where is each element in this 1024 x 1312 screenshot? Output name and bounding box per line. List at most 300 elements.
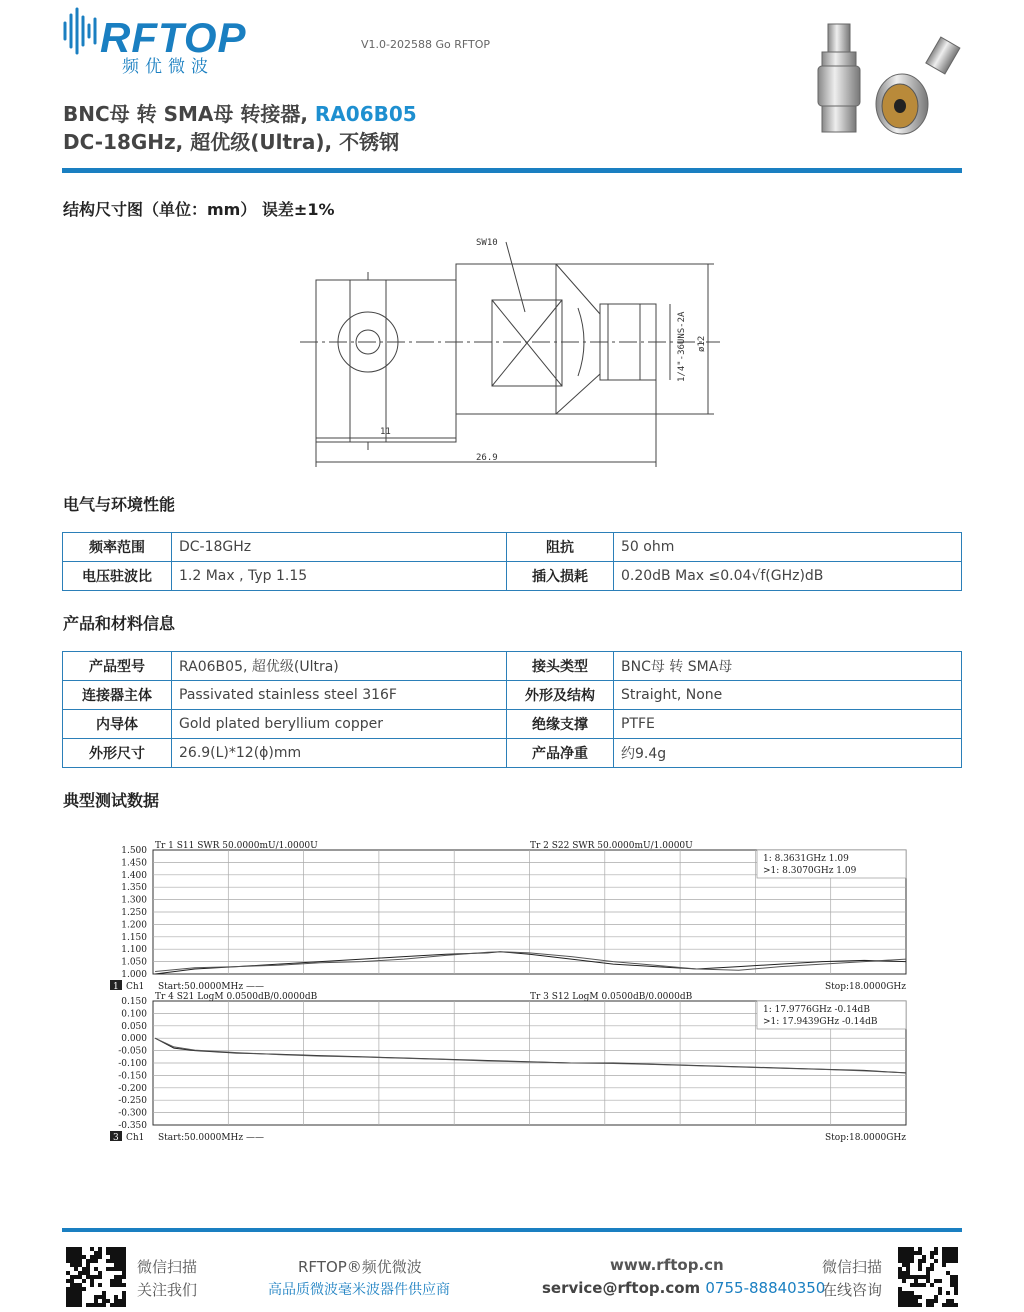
qr-module: [66, 1255, 70, 1259]
table-key: 频率范围: [63, 533, 172, 562]
qr-module: [954, 1287, 958, 1291]
qr-module: [954, 1283, 958, 1287]
y-tick-label: 1.400: [121, 870, 147, 881]
qr-module: [926, 1299, 930, 1303]
qr-module: [70, 1299, 74, 1303]
qr-module: [94, 1267, 98, 1271]
y-tick-label: 1.450: [121, 858, 147, 869]
table-value: Straight, None: [614, 681, 962, 710]
table-key: 产品净重: [507, 739, 614, 768]
qr-module: [950, 1279, 954, 1283]
version-label: V1.0-202588 Go RFTOP: [361, 38, 491, 51]
qr-module: [906, 1251, 910, 1255]
qr-module: [122, 1303, 126, 1307]
qr-module: [902, 1303, 906, 1307]
qr-module: [66, 1247, 70, 1251]
table-value: 1.2 Max , Typ 1.15: [172, 562, 507, 591]
qr-module: [122, 1255, 126, 1259]
qr-module: [90, 1259, 94, 1263]
qr-module: [114, 1255, 118, 1259]
qr-module: [942, 1263, 946, 1267]
qr-module: [954, 1291, 958, 1295]
qr-module: [910, 1247, 914, 1251]
qr-module: [910, 1251, 914, 1255]
qr-module: [942, 1259, 946, 1263]
qr-module: [78, 1255, 82, 1259]
qr-module: [86, 1267, 90, 1271]
page-subtitle: DC-18GHz, 超优级(Ultra), 不锈钢: [63, 130, 400, 154]
logo-cn: 频优微波: [122, 57, 214, 77]
qr-module: [918, 1275, 922, 1279]
table-key: 内导体: [63, 710, 172, 739]
qr-module: [90, 1279, 94, 1283]
y-tick-label: 1.000: [121, 970, 147, 980]
y-tick-label: 0.100: [121, 1009, 147, 1020]
qr-module: [946, 1251, 950, 1255]
qr-module: [122, 1259, 126, 1263]
qr-module: [70, 1291, 74, 1295]
table-value: BNC母 转 SMA母: [614, 652, 962, 681]
qr-module: [78, 1247, 82, 1251]
qr-module: [74, 1303, 78, 1307]
qr-module: [98, 1251, 102, 1255]
qr-module: [898, 1267, 902, 1271]
qr-module: [950, 1283, 954, 1287]
qr-module: [950, 1259, 954, 1263]
marker-readout: >1: 17.9439GHz -0.14dB: [763, 1017, 878, 1027]
qr-module: [906, 1275, 910, 1279]
wechat-scan-label: 微信扫描: [822, 1258, 883, 1276]
qr-module: [90, 1275, 94, 1279]
qr-module: [74, 1263, 78, 1267]
table-key: 产品型号: [63, 652, 172, 681]
qr-module: [934, 1251, 938, 1255]
qr-module: [74, 1267, 78, 1271]
table-value: PTFE: [614, 710, 962, 739]
qr-module: [942, 1255, 946, 1259]
series-line: [155, 1038, 906, 1073]
qr-module: [922, 1255, 926, 1259]
qr-module: [94, 1303, 98, 1307]
qr-module: [102, 1303, 106, 1307]
qr-module: [118, 1299, 122, 1303]
qr-module: [934, 1299, 938, 1303]
qr-module: [94, 1299, 98, 1303]
qr-module: [110, 1267, 114, 1271]
series-line: [155, 952, 906, 974]
y-tick-label: 1.350: [121, 883, 147, 894]
y-tick-label: -0.250: [118, 1096, 147, 1107]
qr-module: [114, 1283, 118, 1287]
qr-module: [74, 1283, 78, 1287]
qr-module: [950, 1275, 954, 1279]
qr-module: [86, 1259, 90, 1263]
qr-module: [934, 1259, 938, 1263]
qr-module: [66, 1251, 70, 1255]
qr-module: [114, 1251, 118, 1255]
qr-module: [914, 1299, 918, 1303]
qr-module: [106, 1247, 110, 1251]
y-tick-label: 1.300: [121, 895, 147, 906]
qr-module: [106, 1267, 110, 1271]
qr-module: [114, 1299, 118, 1303]
qr-module: [114, 1267, 118, 1271]
qr-code-icon: [898, 1247, 958, 1307]
qr-module: [906, 1263, 910, 1267]
y-tick-label: 1.200: [121, 920, 147, 931]
y-tick-label: 1.150: [121, 932, 147, 943]
footer-divider: [62, 1228, 962, 1232]
qr-module: [78, 1271, 82, 1275]
qr-module: [122, 1291, 126, 1295]
qr-module: [114, 1279, 118, 1283]
qr-module: [66, 1291, 70, 1295]
qr-module: [898, 1247, 902, 1251]
qr-module: [106, 1251, 110, 1255]
qr-module: [74, 1287, 78, 1291]
qr-module: [946, 1291, 950, 1295]
qr-module: [98, 1255, 102, 1259]
qr-module: [118, 1303, 122, 1307]
qr-module: [902, 1251, 906, 1255]
follow-us-label: 关注我们: [137, 1281, 198, 1299]
len-total-label: 26.9: [476, 453, 498, 463]
table-key: 电压驻波比: [63, 562, 172, 591]
qr-module: [114, 1295, 118, 1299]
qr-module: [898, 1299, 902, 1303]
section-test-title: 典型测试数据: [63, 791, 160, 810]
qr-module: [110, 1255, 114, 1259]
qr-module: [914, 1279, 918, 1283]
qr-module: [898, 1275, 902, 1279]
y-tick-label: 1.100: [121, 945, 147, 956]
y-tick-label: -0.300: [118, 1108, 147, 1119]
qr-module: [902, 1275, 906, 1279]
qr-module: [66, 1287, 70, 1291]
qr-module: [70, 1259, 74, 1263]
qr-module: [82, 1287, 86, 1291]
qr-module: [914, 1295, 918, 1299]
qr-module: [918, 1303, 922, 1307]
y-tick-label: -0.150: [118, 1071, 147, 1082]
qr-module: [82, 1271, 86, 1275]
qr-module: [98, 1247, 102, 1251]
qr-module: [942, 1251, 946, 1255]
qr-module: [78, 1291, 82, 1295]
trace-title: Tr 1 S11 SWR 50.0000mU/1.0000U: [155, 841, 318, 851]
qr-module: [906, 1267, 910, 1271]
qr-module: [110, 1279, 114, 1283]
dimension-drawing: [300, 232, 730, 472]
thread-label: 1/4"-36UNS-2A: [677, 311, 687, 382]
qr-module: [94, 1259, 98, 1263]
logo-text: RFTOP: [100, 14, 247, 61]
qr-module: [954, 1255, 958, 1259]
qr-module: [926, 1267, 930, 1271]
qr-module: [70, 1295, 74, 1299]
product-photo: [802, 22, 962, 142]
y-tick-label: 1.500: [121, 846, 147, 856]
qr-module: [902, 1259, 906, 1263]
table-key: 外形尺寸: [63, 739, 172, 768]
qr-module: [930, 1303, 934, 1307]
table-value: 50 ohm: [614, 533, 962, 562]
section-product-title: 产品和材料信息: [63, 614, 176, 633]
qr-module: [950, 1251, 954, 1255]
qr-module: [74, 1251, 78, 1255]
qr-module: [78, 1275, 82, 1279]
table-value: 0.20dB Max ≤0.04√f(GHz)dB: [614, 562, 962, 591]
qr-module: [910, 1299, 914, 1303]
qr-module: [78, 1263, 82, 1267]
qr-module: [910, 1255, 914, 1259]
qr-module: [78, 1283, 82, 1287]
qr-module: [898, 1295, 902, 1299]
qr-module: [954, 1251, 958, 1255]
qr-module: [66, 1295, 70, 1299]
qr-module: [938, 1291, 942, 1295]
stop-label: Stop:18.0000GHz: [825, 1133, 906, 1143]
qr-module: [70, 1283, 74, 1287]
qr-module: [902, 1279, 906, 1283]
qr-module: [78, 1287, 82, 1291]
qr-module: [114, 1303, 118, 1307]
start-label: Start:50.0000MHz ——: [158, 1133, 264, 1143]
website-link[interactable]: www.rftop.cn: [610, 1256, 724, 1274]
qr-module: [118, 1251, 122, 1255]
table-key: 连接器主体: [63, 681, 172, 710]
qr-module: [70, 1251, 74, 1255]
qr-module: [950, 1255, 954, 1259]
channel-label: Ch1: [126, 1133, 145, 1143]
qr-module: [906, 1295, 910, 1299]
qr-module: [930, 1251, 934, 1255]
qr-module: [110, 1283, 114, 1287]
qr-module: [106, 1259, 110, 1263]
qr-module: [934, 1295, 938, 1299]
qr-module: [118, 1279, 122, 1283]
qr-module: [898, 1287, 902, 1291]
qr-module: [902, 1299, 906, 1303]
page-title: [63, 98, 417, 127]
table-value: DC-18GHz: [172, 533, 507, 562]
qr-module: [906, 1255, 910, 1259]
qr-module: [898, 1251, 902, 1255]
qr-module: [898, 1255, 902, 1259]
table-value: 26.9(L)*12(ϕ)mm: [172, 739, 507, 768]
qr-module: [70, 1287, 74, 1291]
qr-module: [98, 1275, 102, 1279]
qr-module: [66, 1299, 70, 1303]
trace-title: Tr 3 S12 LogM 0.0500dB/0.0000dB: [530, 992, 693, 1002]
header-divider: [62, 168, 962, 173]
brand-name: RFTOP®频优微波: [298, 1258, 422, 1276]
qr-module: [954, 1279, 958, 1283]
y-tick-label: 0.050: [121, 1021, 147, 1032]
qr-module: [118, 1259, 122, 1263]
qr-module: [950, 1247, 954, 1251]
qr-module: [954, 1247, 958, 1251]
y-tick-label: -0.350: [118, 1121, 147, 1131]
qr-module: [926, 1271, 930, 1275]
qr-module: [110, 1303, 114, 1307]
qr-module: [934, 1279, 938, 1283]
qr-module: [918, 1251, 922, 1255]
qr-module: [78, 1251, 82, 1255]
qr-module: [906, 1259, 910, 1263]
qr-module: [78, 1299, 82, 1303]
qr-module: [70, 1263, 74, 1267]
qr-module: [954, 1303, 958, 1307]
marker-readout: >1: 8.3070GHz 1.09: [763, 866, 857, 876]
electrical-table: [62, 532, 962, 591]
phone-number: 0755-88840350: [705, 1279, 826, 1297]
qr-module: [926, 1303, 930, 1307]
qr-module: [910, 1283, 914, 1287]
y-tick-label: -0.100: [118, 1059, 147, 1069]
table-key: 绝缘支撑: [507, 710, 614, 739]
qr-module: [110, 1251, 114, 1255]
qr-module: [930, 1263, 934, 1267]
qr-module: [118, 1255, 122, 1259]
qr-module: [902, 1295, 906, 1299]
y-tick-label: 0.150: [121, 997, 147, 1007]
qr-module: [946, 1303, 950, 1307]
qr-module: [910, 1295, 914, 1299]
qr-module: [918, 1247, 922, 1251]
stop-label: Stop:18.0000GHz: [825, 982, 906, 992]
qr-module: [114, 1275, 118, 1279]
table-key: 插入损耗: [507, 562, 614, 591]
qr-module: [910, 1259, 914, 1263]
qr-module: [98, 1283, 102, 1287]
qr-module: [910, 1275, 914, 1279]
qr-module: [122, 1267, 126, 1271]
qr-module: [918, 1295, 922, 1299]
qr-module: [98, 1303, 102, 1307]
qr-module: [74, 1275, 78, 1279]
qr-module: [898, 1271, 902, 1275]
qr-module: [74, 1299, 78, 1303]
qr-module: [118, 1263, 122, 1267]
channel-number: 3: [113, 1133, 119, 1143]
qr-module: [122, 1295, 126, 1299]
y-tick-label: -0.200: [118, 1083, 147, 1094]
qr-module: [94, 1255, 98, 1259]
qr-module: [70, 1255, 74, 1259]
qr-module: [938, 1287, 942, 1291]
qr-module: [70, 1247, 74, 1251]
qr-module: [122, 1299, 126, 1303]
qr-module: [906, 1303, 910, 1307]
qr-module: [70, 1275, 74, 1279]
channel-number: 1: [113, 982, 119, 992]
trace-title: Tr 2 S22 SWR 50.0000mU/1.0000U: [530, 841, 693, 851]
qr-module: [70, 1303, 74, 1307]
qr-module: [94, 1251, 98, 1255]
qr-module: [74, 1291, 78, 1295]
qr-module: [898, 1291, 902, 1295]
qr-module: [902, 1247, 906, 1251]
qr-module: [902, 1263, 906, 1267]
qr-module: [922, 1275, 926, 1279]
qr-module: [122, 1263, 126, 1267]
qr-module: [78, 1295, 82, 1299]
qr-module: [898, 1259, 902, 1263]
table-row: [63, 681, 962, 710]
qr-module: [918, 1259, 922, 1263]
email-link[interactable]: service@rftop.com: [542, 1279, 701, 1297]
qr-module: [86, 1303, 90, 1307]
table-row: [63, 562, 962, 591]
len-short-label: 11: [380, 427, 391, 437]
table-row: [63, 533, 962, 562]
qr-module: [930, 1299, 934, 1303]
qr-module: [74, 1247, 78, 1251]
qr-module: [102, 1291, 106, 1295]
brand-slogan: 高品质微波毫米波器件供应商: [268, 1282, 450, 1298]
qr-code-icon: [66, 1247, 126, 1307]
table-key: 外形及结构: [507, 681, 614, 710]
qr-module: [66, 1259, 70, 1263]
qr-module: [898, 1303, 902, 1307]
title-prefix: BNC母 转 SMA母 转接器,: [63, 102, 315, 126]
qr-module: [910, 1303, 914, 1307]
qr-module: [86, 1263, 90, 1267]
qr-module: [938, 1279, 942, 1283]
table-value: 约9.4g: [614, 739, 962, 768]
section-electrical-title: 电气与环境性能: [63, 495, 176, 514]
y-tick-label: 0.000: [121, 1034, 147, 1045]
qr-module: [906, 1247, 910, 1251]
qr-module: [922, 1259, 926, 1263]
start-label: Start:50.0000MHz ——: [158, 982, 264, 992]
marker-readout: 1: 17.9776GHz -0.14dB: [763, 1005, 870, 1015]
qr-module: [78, 1303, 82, 1307]
contact-line: [542, 1279, 825, 1297]
qr-module: [114, 1247, 118, 1251]
qr-module: [914, 1283, 918, 1287]
qr-module: [122, 1275, 126, 1279]
product-table: [62, 651, 962, 768]
qr-module: [930, 1283, 934, 1287]
qr-module: [946, 1271, 950, 1275]
table-key: 接头类型: [507, 652, 614, 681]
section-dimensions-title: 结构尺寸图（单位：mm） 误差±1%: [63, 200, 335, 219]
sw-label: SW10: [476, 238, 498, 248]
qr-module: [946, 1247, 950, 1251]
channel-label: Ch1: [126, 982, 145, 992]
qr-module: [930, 1267, 934, 1271]
qr-module: [118, 1283, 122, 1287]
qr-module: [934, 1247, 938, 1251]
qr-module: [942, 1303, 946, 1307]
y-tick-label: 1.250: [121, 908, 147, 918]
qr-module: [902, 1255, 906, 1259]
qr-module: [66, 1303, 70, 1307]
qr-module: [914, 1251, 918, 1255]
qr-module: [102, 1295, 106, 1299]
qr-module: [950, 1299, 954, 1303]
qr-module: [94, 1295, 98, 1299]
qr-module: [930, 1255, 934, 1259]
qr-module: [70, 1279, 74, 1283]
dia-label: ø12: [697, 335, 707, 352]
qr-module: [950, 1303, 954, 1307]
qr-module: [902, 1271, 906, 1275]
qr-module: [82, 1279, 86, 1283]
trace-title: Tr 4 S21 LogM 0.0500dB/0.0000dB: [155, 992, 318, 1002]
